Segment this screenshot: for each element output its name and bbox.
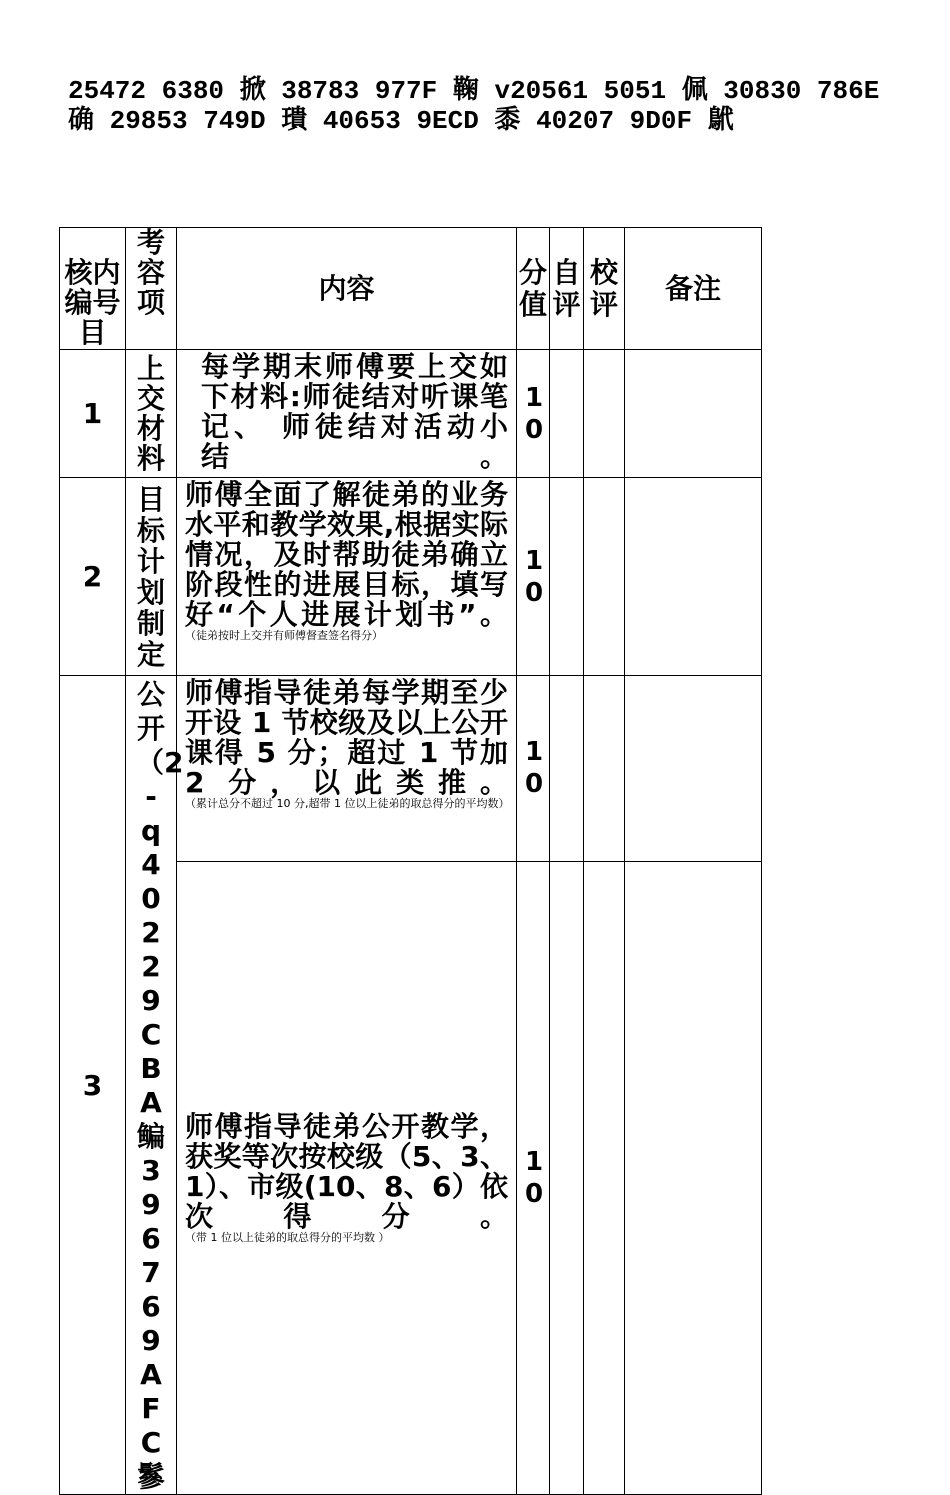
row-4-score-value: 10 (525, 1146, 544, 1209)
row-1-item-label: 上交材料 (136, 352, 165, 475)
row-2-score-value: 10 (525, 545, 544, 608)
header-item (126, 228, 177, 350)
row-3-school-eval[interactable] (584, 676, 625, 862)
row-1-school-eval[interactable] (584, 350, 625, 478)
row-2-school-eval[interactable] (584, 478, 625, 676)
row-2-score (517, 478, 550, 676)
row-3-item-label: 公开（2-q40229CBA鳊39676 9AFC鬖 (136, 678, 184, 1493)
header-school-eval-label: 校评 (590, 255, 619, 321)
header-school-eval (584, 228, 625, 350)
row-2-remark[interactable] (625, 478, 762, 676)
row-3-remark[interactable] (625, 676, 762, 862)
row-1-score (517, 350, 550, 478)
row-2-item-label: 目标计划制定 (136, 483, 165, 671)
row-3-score-value: 10 (525, 737, 544, 800)
header-id-label: 核内编号目 (64, 255, 121, 349)
row-2-id: 2 (60, 478, 126, 676)
row-2-self-eval[interactable] (550, 478, 584, 676)
row-3-score (517, 676, 550, 862)
row-3-content (177, 676, 517, 862)
header-id (60, 228, 126, 350)
header-content (177, 228, 517, 350)
table-row (60, 676, 762, 862)
row-2-content-text: 师傅全面了解徒弟的业务水平和教学效果,根据实际情况，及时帮助徒弟确立阶段性的进展目标，填写好“个人进展计划书”。 (185, 478, 508, 631)
row-4-note: （带 1 位以上徒弟的取总得分的平均数 ） (185, 1230, 390, 1244)
header-code-line-1: 25472 6380 掀 38783 977F 鞠 v20561 5051 佩 30830 786E (68, 76, 880, 106)
header-self-eval (550, 228, 584, 350)
row-1-content (177, 350, 517, 478)
table-header-row (60, 228, 762, 350)
row-3-item (126, 676, 184, 1495)
table-row (60, 478, 762, 676)
table-row (60, 350, 762, 478)
row-3-id: 3 (60, 676, 126, 1495)
row-3-self-eval[interactable] (550, 676, 584, 862)
row-2-content (177, 478, 517, 676)
row-4-content (177, 861, 517, 1494)
row-1-item (126, 350, 177, 478)
header-remark (625, 228, 762, 350)
header-item-label: 考容项 (137, 226, 166, 319)
row-4-self-eval[interactable] (550, 861, 584, 1494)
row-1-score-value: 10 (525, 382, 544, 445)
header-self-eval-label: 自评 (552, 255, 581, 321)
row-1-remark[interactable] (625, 350, 762, 478)
row-3-content-text: 师傅指导徒弟每学期至少开设 1 节校级及以上公开课得 5 分；超过 1 节加 2 分，以此类推。 (185, 676, 508, 799)
row-1-id: 1 (60, 350, 126, 478)
header-score-label: 分值 (519, 255, 548, 321)
row-2-note: （徒弟按时上交并有师傅督查签名得分） (185, 629, 383, 642)
header-code-line-2: 确 29853 749D 璝 40653 9ECD 黍 40207 9D0F 鴏 (68, 106, 734, 136)
row-4-score (517, 861, 550, 1494)
header-remark-label: 备注 (664, 271, 721, 305)
row-3-note: （累计总分不超过 10 分,超带 1 位以上徒弟的取总得分的平均数） (185, 797, 510, 810)
row-4-content-text: 师傅指导徒弟公开教学，获奖等次按校级（5、3、1）、市级(10、8、6）依次得分。 (185, 1109, 508, 1233)
header-score (517, 228, 550, 350)
row-4-school-eval[interactable] (584, 861, 625, 1494)
header-content-label: 内容 (318, 271, 375, 305)
row-4-remark[interactable] (625, 861, 762, 1494)
row-1-content-text: 每学期末师傅要上交如下材料:师徒结对听课笔记、 师徒结对活动小结。 (201, 350, 508, 473)
row-1-self-eval[interactable] (550, 350, 584, 478)
row-2-item (126, 478, 177, 676)
evaluation-table (59, 227, 762, 1495)
